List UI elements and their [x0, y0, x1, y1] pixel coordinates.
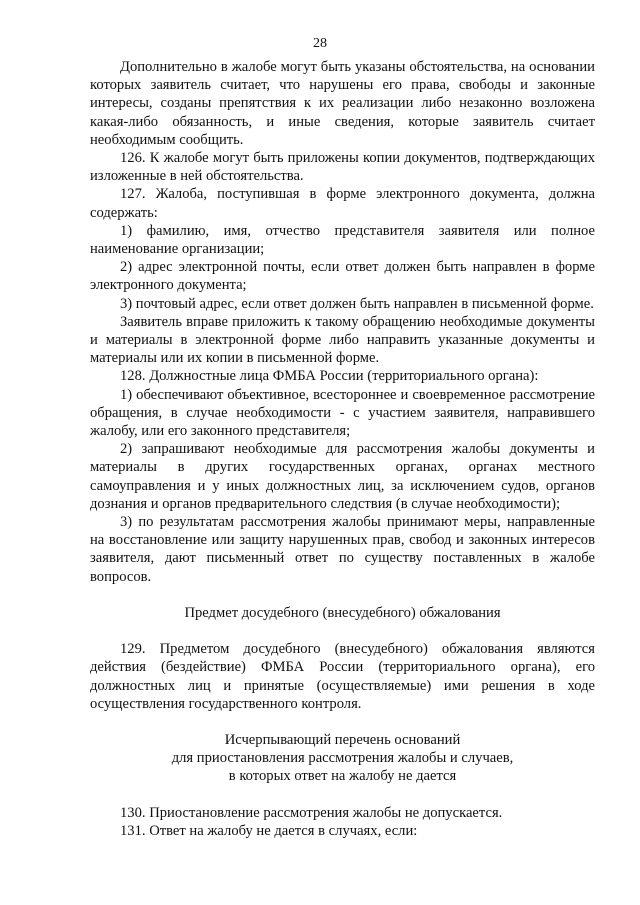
paragraph-127: 127. Жалоба, поступившая в форме электронного документа, должна содержать: [90, 186, 595, 221]
paragraph-attachments: Заявитель вправе приложить к такому обращению необходимые документы и материалы в электронной форме либо направить указанные документы и материалы или их копии в письменной форме. [90, 313, 595, 367]
list-item-128-2: 2) запрашивают необходимые для рассмотрения жалобы документы и материалы в других государственных органах, органах местного самоуправления и у иных должностных лиц, за исключением судов, органов дознания и органов предварительного следствия (в случае необходимости); [90, 441, 595, 512]
document-body [90, 58, 595, 840]
section-heading-subject: Предмет досудебного (внесудебного) обжалования [184, 604, 501, 621]
heading-line-1: Исчерпывающий перечень оснований [224, 731, 461, 748]
list-item-128-1: 1) обеспечивают объективное, всестороннее и своевременное рассмотрение обращения, в случае необходимости - с участием заявителя, направившего жалобу, или его законного представителя; [90, 386, 595, 440]
list-item-127-1: 1) фамилию, имя, отчество представителя заявителя или полное наименование организации; [90, 222, 595, 258]
paragraph-additional-circumstances: Дополнительно в жалобе могут быть указаны обстоятельства, на основании которых заявитель считает, что нарушены его права, свободы и законные интересы, созданы препятствия к их реализации либо незаконно возложена какая-либо обязанность, и иные сведения, которые заявитель считает необходимым сообщить. [90, 59, 595, 148]
list-item-127-2: 2) адрес электронной почты, если ответ должен быть направлен в форме электронного документа; [90, 259, 595, 294]
paragraph-126: 126. К жалобе могут быть приложены копии документов, подтверждающих изложенные в ней обстоятельства. [90, 150, 595, 185]
heading-line-2: для приостановления рассмотрения жалобы и случаев, [171, 750, 514, 767]
paragraph-129: 129. Предметом досудебного (внесудебного) обжалования являются действия (бездействие) ФМБА России (территориального органа), его должностных лиц и принятые (осуществляемые) ими решения в ходе осуществления государственного контроля. [90, 641, 595, 712]
paragraph-128: 128. Должностные лица ФМБА России (территориального органа): [120, 368, 539, 385]
page-number: 28 [313, 36, 327, 51]
heading-line-3: в которых ответ на жалобу не дается [228, 768, 457, 785]
list-item-128-3: 3) по результатам рассмотрения жалобы принимают меры, направленные на восстановление или защиту нарушенных прав, свобод и законных интересов заявителя, дают письменный ответ по существу поставленных в жалобе вопросов. [90, 514, 595, 585]
section-heading-grounds [90, 731, 595, 786]
paragraph-130: 130. Приостановление рассмотрения жалобы не допускается. [120, 804, 503, 821]
list-item-127-3: 3) почтовый адрес, если ответ должен быть направлен в письменной форме. [120, 295, 594, 312]
paragraph-131: 131. Ответ на жалобу не дается в случаях, если: [120, 822, 418, 839]
